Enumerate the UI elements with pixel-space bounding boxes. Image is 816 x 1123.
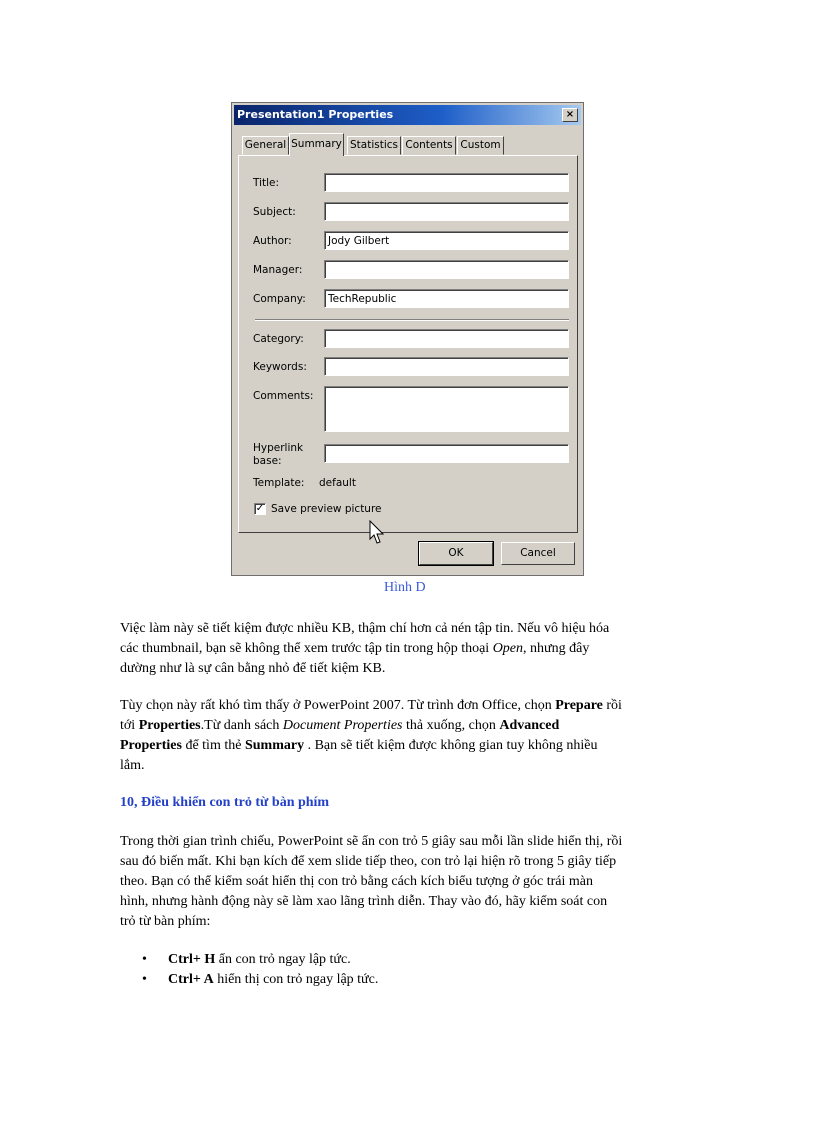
paragraph-2	[120, 696, 700, 776]
hyperlink-base-field[interactable]	[324, 444, 569, 463]
para1-line2: các thumbnail, bạn sẽ không thể xem trước tập tin trong hộp thoại	[120, 641, 490, 656]
shortcut-text: ẩn con trỏ ngay lập tức.	[218, 952, 351, 967]
close-icon: ×	[565, 109, 575, 120]
list-item	[120, 970, 378, 990]
ok-button[interactable]: OK	[419, 542, 493, 565]
para3-line5: trỏ từ bàn phím:	[120, 914, 211, 929]
tab-statistics[interactable]: Statistics	[347, 136, 401, 155]
paragraph-1	[120, 619, 700, 679]
company-label: Company:	[253, 293, 306, 305]
para1-line1: Việc làm này sẽ tiết kiệm được nhiều KB, thậm chí hơn cả nén tập tin. Nếu vô hiệu hóa	[120, 621, 610, 636]
properties-dialog	[231, 102, 584, 576]
separator	[255, 319, 569, 321]
shortcut-key: Ctrl+ A	[168, 972, 214, 987]
save-preview-checkbox[interactable]	[254, 503, 266, 515]
para2-text-2: rồi	[606, 698, 622, 713]
para1-line2-tail: , nhưng đây	[523, 641, 590, 656]
tab-contents[interactable]: Contents	[402, 136, 456, 155]
mouse-cursor-icon	[369, 520, 385, 546]
subject-label: Subject:	[253, 206, 296, 218]
para2-text-5: thả xuống, chọn	[406, 718, 496, 733]
para3-line1: Trong thời gian trình chiếu, PowerPoint sẽ ẩn con trỏ 5 giây sau mỗi lần slide hiển thị, rồi	[120, 834, 623, 849]
tab-general[interactable]: General	[242, 136, 289, 155]
cancel-button[interactable]: Cancel	[501, 542, 575, 565]
company-field[interactable]: TechRepublic	[324, 289, 569, 308]
para2-text-3: tới	[120, 718, 136, 733]
title-label: Title:	[253, 177, 280, 189]
paragraph-3	[120, 832, 700, 932]
category-label: Category:	[253, 333, 304, 345]
title-field[interactable]	[324, 173, 569, 192]
advanced-term: Advanced	[499, 718, 560, 733]
tab-summary[interactable]: Summary	[289, 133, 344, 156]
shortcut-key: Ctrl+ H	[168, 952, 216, 967]
list-item	[120, 950, 378, 970]
document-properties-term: Document Properties	[282, 718, 403, 733]
para2-text-6: để tìm thẻ	[185, 738, 242, 753]
figure-caption: Hình D	[384, 580, 426, 595]
para2-text-1: Tùy chọn này rất khó tìm thấy ở PowerPoint 2007. Từ trình đơn Office, chọn	[120, 698, 552, 713]
save-preview-label[interactable]: Save preview picture	[271, 503, 382, 515]
template-value: default	[319, 477, 356, 489]
author-field[interactable]: Jody Gilbert	[324, 231, 569, 250]
manager-field[interactable]	[324, 260, 569, 279]
properties-term: Properties	[138, 718, 201, 733]
close-button[interactable]	[562, 108, 578, 122]
open-dialog-name: Open	[492, 641, 524, 656]
advanced-properties-term: Properties	[120, 738, 182, 753]
summary-term: Summary	[244, 738, 305, 753]
prepare-term: Prepare	[555, 698, 603, 713]
keywords-field[interactable]	[324, 357, 569, 376]
category-field[interactable]	[324, 329, 569, 348]
subject-field[interactable]	[324, 202, 569, 221]
para3-line4: hình, nhưng hành động này sẽ làm xao lãng trình diễn. Thay vào đó, hãy kiểm soát con	[120, 894, 608, 909]
comments-field[interactable]	[324, 386, 569, 432]
checkmark-icon: ✓	[255, 503, 265, 514]
template-label: Template:	[253, 477, 305, 489]
keywords-label: Keywords:	[253, 361, 307, 373]
para1-line3: dường như là sự cân bằng nhỏ để tiết kiệm KB.	[120, 661, 386, 676]
para3-line2: sau đó biến mất. Khi bạn kích để xem slide tiếp theo, con trỏ lại hiện rõ trong 5 giây tiếp	[120, 854, 617, 869]
dialog-titlebar	[234, 105, 581, 125]
dialog-title: Presentation1 Properties	[237, 108, 394, 121]
shortcut-text: hiển thị con trỏ ngay lập tức.	[217, 972, 379, 987]
shortcut-list	[120, 950, 378, 990]
para2-text-7: . Bạn sẽ tiết kiệm được không gian tuy không nhiều	[307, 738, 598, 753]
para2-text-8: lắm.	[120, 758, 145, 773]
para2-text-4: .Từ danh sách	[200, 718, 280, 733]
tab-custom[interactable]: Custom	[457, 136, 504, 155]
author-label: Author:	[253, 235, 292, 247]
section-heading: 10, Điều khiển con trỏ từ bàn phím	[120, 795, 330, 810]
hyperlink-label-line2: base:	[253, 455, 282, 467]
summary-panel	[238, 155, 578, 533]
comments-label: Comments:	[253, 390, 314, 402]
para3-line3: theo. Bạn có thể kiểm soát hiển thị con trỏ bằng cách kích biểu tượng ở góc trái màn	[120, 874, 593, 889]
manager-label: Manager:	[253, 264, 303, 276]
hyperlink-label-line1: Hyperlink	[253, 442, 304, 454]
